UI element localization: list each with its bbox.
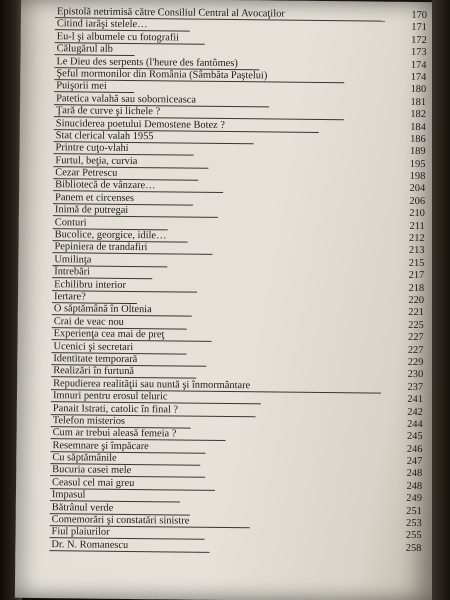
toc-entry-title: Identitate temporară [53,353,138,366]
toc-entry-title: Imnuri pentru erosul teluric [52,390,168,403]
toc-entry-title: Iertare? [53,291,86,303]
toc-entry-title: Călugărul alb [56,43,113,55]
toc-entry-title: Bucolice, georgice, idile… [54,229,167,242]
toc-entry-page-number: 211 [409,220,425,232]
toc-entry-title: Întrebări [54,266,91,278]
toc-entry-page-number: 227 [407,344,424,356]
toc-entry-title: Ceasul cel mai greu [52,477,135,489]
toc-entry-title: Bătrânul verde [51,501,114,514]
book-spine-edge [432,0,450,600]
toc-entry-title: Eu-l şi albumele cu fotografii [56,30,180,44]
toc-entry-title: Epistolă netrimisă către Consiliul Central al Avocaţilor [56,6,285,20]
toc-entry-title: O săptămână în Oltenia [53,303,152,316]
toc-entry-page-number: 255 [405,530,422,542]
book-page [15,0,439,600]
toc-entry-page-number: 174 [410,71,427,84]
toc-entry-page-number: 173 [410,47,427,59]
toc-entry-page-number: 206 [409,195,426,207]
toc-entry-page-number: 229 [407,356,424,368]
toc-entry-page-number: 204 [409,183,426,195]
toc-entry-title: Inimă de putregai [54,204,129,217]
toc-entry-title: Dr. N. Romanescu [51,538,129,551]
toc-entry-page-number: 253 [406,517,422,530]
toc-entry-title: Printre cuţo-vlahi [55,142,129,155]
toc-entry-page-number: 258 [405,542,422,554]
toc-entry-title: Bucuria casei mele [52,464,132,477]
toc-entry-title: Cum ar trebui aleasă femeia ? [52,427,177,440]
table-of-contents [51,6,427,555]
toc-entry-page-number: 241 [407,394,424,406]
toc-entry-page-number: 225 [408,319,424,331]
toc-entry-title: Le Dieu des serpents (l'heure des fantômes) [56,55,238,69]
toc-entry-title: Fiul plaiurilor [51,526,110,539]
toc-entry-title: Realizări în furtună [53,365,135,378]
toc-entry-title: Conturi [54,216,87,229]
toc-entry-title: Resemnare şi împăcare [52,439,149,452]
toc-entry-page-number: 186 [410,133,426,145]
toc-entry-page-number: 245 [406,431,423,443]
toc-entry-page-number: 247 [406,455,423,468]
toc-entry-title: Cu săptămânile [52,452,117,464]
toc-entry-title: Panait Istrati, catolic în final ? [52,402,179,415]
toc-entry-title: Furtul, beţia, curvia [55,154,138,167]
toc-entry-page-number: 242 [407,406,423,418]
toc-entry-title: Sinuciderea poetului Demostene Botez ? [55,117,225,131]
toc-entry-page-number: 221 [408,307,424,319]
toc-entry-page-number: 244 [407,418,423,430]
toc-entry-title: Echilibru interior [54,278,127,291]
toc-entry-title: Panem et circenses [55,192,135,204]
toc-entry-title: Puişorii mei [56,80,107,93]
toc-entry-page-number: 249 [406,493,422,505]
toc-entry-page-number: 181 [410,96,427,108]
toc-entry-page-number: 210 [409,208,425,220]
toc-entry-title: Crai de veac nou [53,315,124,328]
toc-entry-page-number: 170 [411,9,428,22]
toc-entry-page-number: 195 [409,158,426,170]
toc-entry-page-number: 227 [407,332,424,344]
toc-entry-title: Pepiniera de trandafiri [54,241,148,254]
toc-entry-title: Şeful mormonilor din România (Sâmbăta Paştelui) [56,68,268,82]
toc-entry-page-number: 230 [407,369,424,381]
toc-entry-page-number: 180 [410,84,427,96]
toc-entry-page-number: 182 [410,109,427,121]
toc-entry-title: Telefon misterios [52,415,126,427]
toc-entry-page-number: 212 [409,232,425,245]
toc-entry-page-number: 248 [406,480,423,492]
toc-entry-title: Patetica valahă sau soborniceasca [56,92,197,106]
toc-entry-page-number: 189 [409,146,426,158]
toc-entry-page-number: 172 [411,34,427,46]
toc-entry-page-number: 248 [406,468,423,480]
toc-entry-title: Ucenici şi secretari [53,340,134,353]
toc-entry-page-number: 220 [408,294,425,307]
toc-entry-page-number: 171 [411,22,427,34]
toc-entry-title: Bibliotecă de vânzare… [55,179,156,192]
toc-entry-page-number: 184 [410,121,426,133]
toc-entry-title: Stat clerical valah 1955 [55,130,154,143]
toc-entry-page-number: 251 [406,505,422,517]
toc-entry-title: Cezar Petrescu [55,167,118,179]
toc-entry-page-number: 237 [407,381,424,393]
toc-entry-page-number: 217 [408,270,425,282]
toc-entry-title: Citind iarăşi stelele… [56,18,148,31]
toc-entry-title: Impasul [51,489,86,501]
toc-entry-page-number: 174 [410,59,427,71]
toc-entry-page-number: 198 [409,170,426,183]
toc-entry [51,539,421,555]
toc-entry-page-number: 215 [408,257,425,269]
toc-entry-title: Comemorări şi constatări sinistre [51,514,190,527]
toc-entry-title: Ţară de curve şi lichele ? [55,105,161,118]
toc-entry-page-number: 218 [408,282,425,294]
toc-entry-page-number: 213 [408,245,425,257]
toc-entry-title: Umilinţa [54,254,92,266]
toc-entry-title: Experienţa cea mai de preţ [53,328,165,341]
toc-entry-title: Repudierea realităţii sau nuntă şi înmormântare [53,377,251,391]
toc-entry-page-number: 246 [406,443,423,455]
